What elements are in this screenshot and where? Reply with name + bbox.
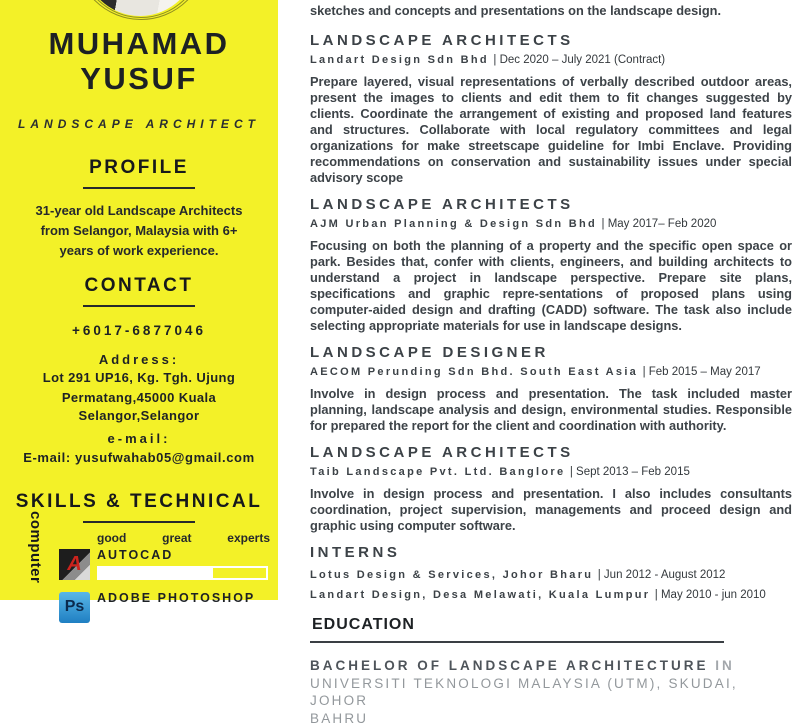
- autocad-icon: A: [59, 549, 90, 580]
- skill-level-fill: [99, 568, 213, 578]
- job-title: LANDSCAPE ARCHITECTS: [310, 195, 574, 213]
- scale-label-great: great: [162, 530, 192, 545]
- photoshop-icon: Ps: [59, 592, 90, 623]
- skill-level-fill: [99, 611, 229, 621]
- company-name: AECOM Perunding Sdn Bhd. South East Asia: [310, 365, 639, 378]
- education-degree: [310, 657, 792, 674]
- company-name: Landart Design Sdn Bhd: [310, 53, 489, 66]
- job-dates: | May 2017– Feb 2020: [601, 217, 717, 230]
- contact-heading: CONTACT: [84, 274, 194, 296]
- job-subline: [310, 364, 792, 379]
- job-title: LANDSCAPE DESIGNER: [310, 343, 549, 361]
- person-name: [0, 26, 278, 96]
- company-name: Lotus Design & Services, Johor Bharu: [310, 568, 594, 581]
- skill-level-bar: [97, 609, 268, 623]
- education-heading: EDUCATION: [310, 614, 724, 643]
- experience-item: [310, 344, 792, 434]
- skill-name: AUTOCAD: [97, 547, 174, 562]
- skill-category-label: computer: [27, 511, 44, 584]
- sidebar: [0, 0, 278, 616]
- profile-text: 31-year old Landscape Architects from Selangor, Malaysia with 6+ years of work experience.: [35, 202, 243, 258]
- email-address: E-mail: yusufwahab05@gmail.com: [23, 449, 255, 465]
- contact-underline: [83, 305, 195, 307]
- company-name: Landart Design, Desa Melawati, Kuala Lumpur: [310, 588, 651, 601]
- profile-underline: [83, 187, 195, 189]
- email-label: e-mail:: [107, 430, 171, 446]
- company-name: Taib Landscape Pvt. Ltd. Banglore: [310, 465, 566, 478]
- skill-scale-labels: [97, 531, 270, 545]
- skill-item-autocad: [59, 549, 278, 580]
- skill-body: [97, 592, 268, 623]
- interns-section: [310, 544, 792, 602]
- address-line1: Lot 291 UP16, Kg. Tgh. Ujung: [42, 369, 236, 385]
- intern-entry: [310, 567, 792, 582]
- phone-number: +6017-6877046: [72, 322, 206, 338]
- education-section: [310, 614, 792, 727]
- previous-job-description-fragment: sketches and concepts and presentations on the landscape design.: [310, 3, 722, 18]
- job-title: LANDSCAPE ARCHITECTS: [310, 443, 574, 461]
- job-dates: | Feb 2015 – May 2017: [642, 365, 761, 378]
- scale-label-good: good: [97, 530, 127, 545]
- interns-heading: INTERNS: [310, 543, 401, 561]
- degree-suffix: IN: [715, 657, 735, 673]
- skill-body: [97, 549, 268, 580]
- scale-label-experts: experts: [227, 530, 270, 545]
- education-school-line1: UNIVERSITI TEKNOLOGI MALAYSIA (UTM), SKUDAI, JOHOR: [310, 675, 738, 708]
- job-dates: | Jun 2012 - August 2012: [597, 568, 726, 581]
- skills-heading: SKILLS & TECHNICAL: [15, 490, 263, 512]
- experience-item: [310, 444, 792, 534]
- profile-heading: PROFILE: [89, 156, 189, 178]
- job-description: Involve in design process and presentation. I also includes consultants coordination, project supervision, managements and proceed design and graphic using computer software.: [310, 485, 792, 533]
- job-description: Prepare layered, visual representations of verbally described outdoor areas, present the images to clients and edit them to fit changes suggested by clients. Coordinate the arrangement of existing and proposed land features and structures. Collaborate with local regulatory committees and legal organizations for make streetscape guideline for Imbi Enclave. Providing recommendations on conservation and sustainability issues under special advisory scope: [310, 73, 792, 185]
- person-name-line2: YUSUF: [80, 61, 198, 96]
- education-school-line2: BAHRU: [310, 710, 369, 726]
- address-line2: Permatang,45000 Kuala Selangor,Selangor: [61, 389, 217, 423]
- job-subline: [310, 464, 792, 479]
- job-subline: [310, 52, 792, 67]
- job-dates: | Sept 2013 – Feb 2015: [569, 465, 690, 478]
- skills-underline: [83, 521, 195, 523]
- person-job-title: LANDSCAPE ARCHITECT: [18, 116, 260, 131]
- job-dates: | May 2010 - jun 2010: [654, 588, 766, 601]
- job-description: Involve in design process and presentation. The task included master planning, landscape analysis and design, environmental studies. Responsible for prepared the report for the client and coordination with authority.: [310, 385, 792, 433]
- job-title: LANDSCAPE ARCHITECTS: [310, 31, 574, 49]
- profile-photo: [0, 0, 278, 20]
- address-label: Address:: [98, 351, 180, 367]
- skill-level-bar: [97, 566, 268, 580]
- skill-name: ADOBE PHOTOSHOP: [97, 590, 256, 605]
- job-subline: [310, 216, 792, 231]
- person-name-line1: MUHAMAD: [48, 26, 230, 61]
- skill-item-photoshop: [59, 592, 278, 623]
- experience-item: [310, 32, 792, 186]
- job-dates: | Dec 2020 – July 2021 (Contract): [493, 53, 666, 66]
- job-description: Focusing on both the planning of a property and the specific open space or park. Besides that, confer with clients, engineers, and building architects to understand a project in landscape perspective. Prepare site plans, specifications and graphic repre-sentations of proposed plans using computer-aided design and drafting (CADD) software. The task also include selecting appropriate materials for use in landscape designs.: [310, 237, 792, 333]
- experience-item: [310, 196, 792, 334]
- degree-name: BACHELOR OF LANDSCAPE ARCHITECTURE: [310, 657, 709, 673]
- company-name: AJM Urban Planning & Design Sdn Bhd: [310, 217, 598, 230]
- resume-main-column: [310, 0, 792, 727]
